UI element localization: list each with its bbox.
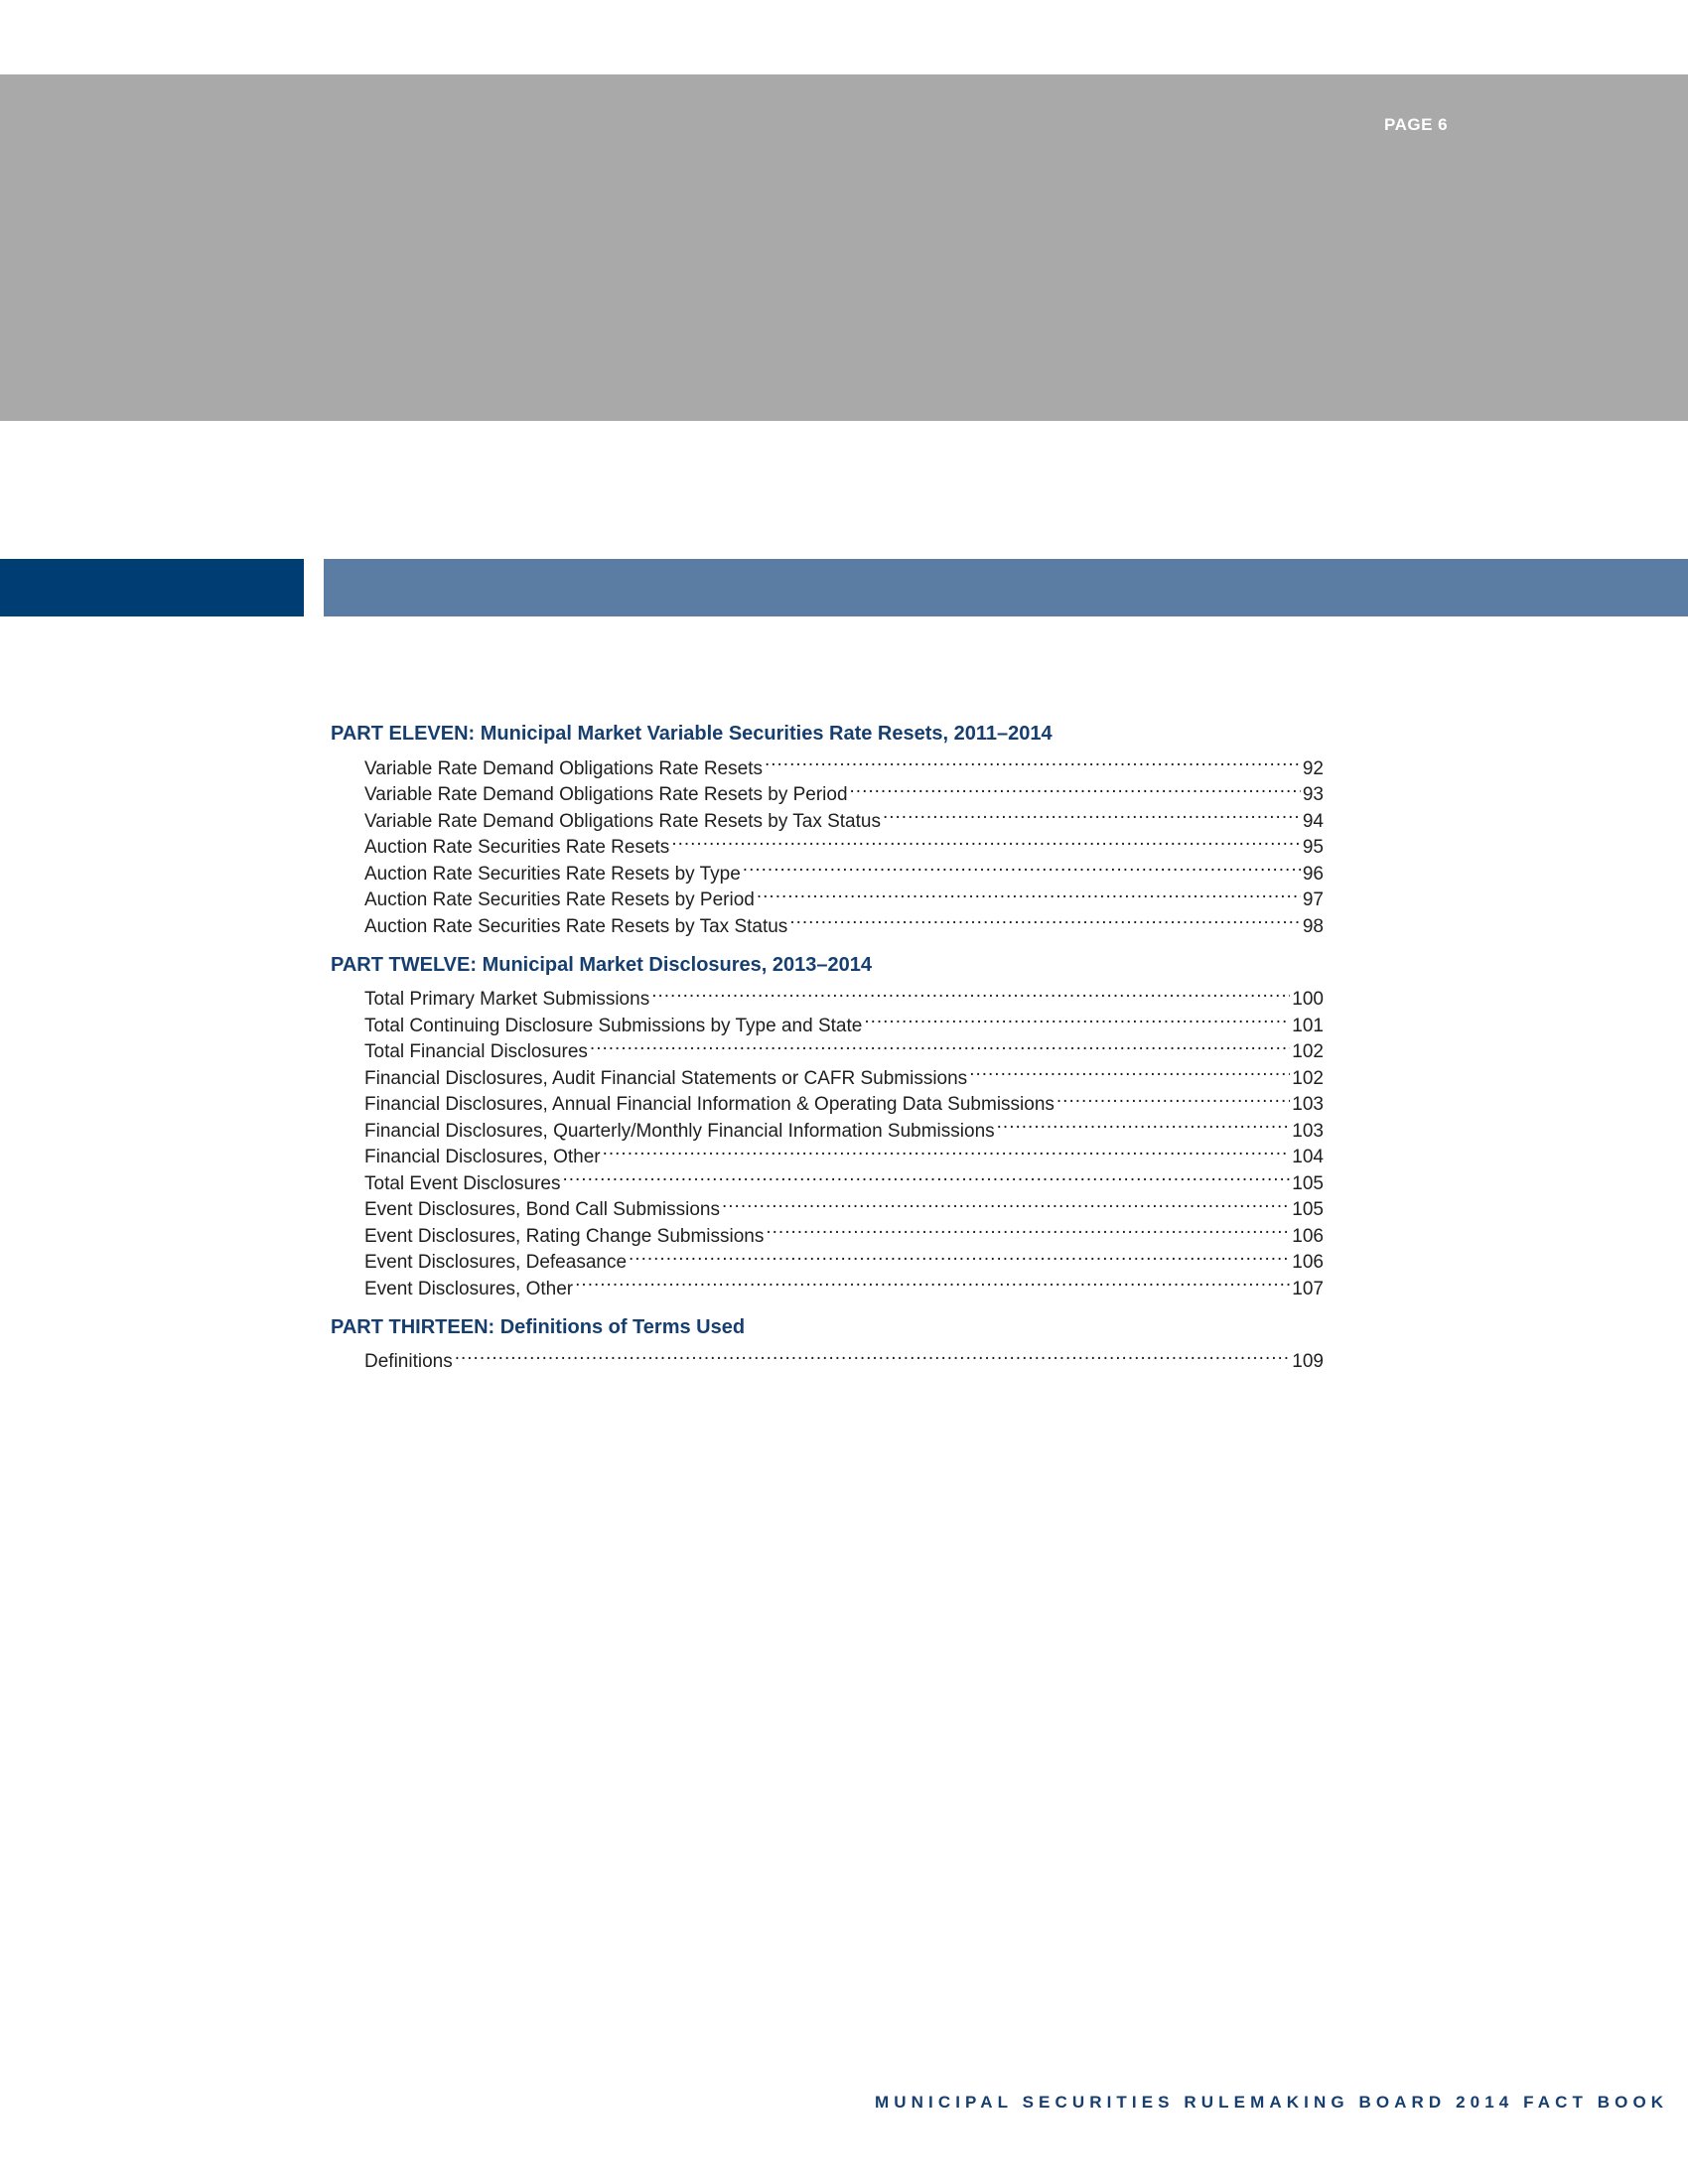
toc-entry-page-number: 98 <box>1302 915 1324 937</box>
toc-entry-page-number: 100 <box>1292 989 1324 1010</box>
dot-leader <box>997 1110 1291 1137</box>
dot-leader <box>969 1057 1290 1084</box>
dot-leader <box>765 748 1301 774</box>
toc-entry-title: Total Event Disclosures <box>364 1172 561 1194</box>
toc-entry-title: Total Continuing Disclosure Submissions by Type and State <box>364 1015 863 1036</box>
dot-leader <box>864 1005 1290 1031</box>
toc-entry-title: Total Primary Market Submissions <box>364 989 650 1010</box>
toc-entry-title: Variable Rate Demand Obligations Rate Resets by Period <box>364 784 848 805</box>
toc-entry-page-number: 109 <box>1292 1351 1324 1372</box>
toc-entry-page-number: 92 <box>1302 757 1324 779</box>
toc-entry-page-number: 106 <box>1292 1225 1324 1247</box>
toc-entry-title: Financial Disclosures, Other <box>364 1147 601 1167</box>
toc-entry-page-number: 97 <box>1302 889 1324 910</box>
toc-part <box>331 721 1324 937</box>
toc-entry-page-number: 102 <box>1292 1067 1324 1089</box>
toc-part <box>331 1314 1324 1372</box>
dot-leader <box>743 853 1301 880</box>
toc-entry-title: Total Financial Disclosures <box>364 1041 588 1062</box>
toc-entry-page-number: 96 <box>1302 863 1324 885</box>
dot-leader <box>757 880 1301 906</box>
dot-leader <box>575 1268 1290 1295</box>
section-bar-dark <box>0 559 304 616</box>
toc-entry-page-number: 106 <box>1292 1252 1324 1273</box>
toc-entry-page-number: 101 <box>1292 1015 1324 1036</box>
part-heading: PART ELEVEN: Municipal Market Variable Securities Rate Resets, 2011–2014 <box>331 723 1053 745</box>
part-heading: PART TWELVE: Municipal Market Disclosures, 2013–2014 <box>331 953 872 976</box>
dot-leader <box>883 800 1301 827</box>
toc-entry-title: Auction Rate Securities Rate Resets by Period <box>364 889 755 910</box>
dot-leader <box>722 1189 1290 1216</box>
dot-leader <box>562 1162 1290 1189</box>
toc-entry-page-number: 103 <box>1292 1094 1324 1115</box>
toc-entry-title: Auction Rate Securities Rate Resets by Tax Status <box>364 915 788 937</box>
dot-leader <box>1056 1084 1290 1111</box>
footer-title: MUNICIPAL SECURITIES RULEMAKING BOARD 2014 FACT BOOK <box>875 2093 1669 2112</box>
toc-entry-page-number: 103 <box>1292 1120 1324 1142</box>
dot-leader <box>629 1242 1290 1269</box>
dot-leader <box>789 905 1301 932</box>
dot-leader <box>603 1137 1291 1163</box>
toc-entry-title: Financial Disclosures, Annual Financial Information & Operating Data Submissions <box>364 1094 1055 1115</box>
toc-entry-title: Auction Rate Securities Rate Resets <box>364 837 670 858</box>
toc-entry-page-number: 105 <box>1292 1172 1324 1194</box>
toc-entry-title: Auction Rate Securities Rate Resets by Type <box>364 863 741 885</box>
table-of-contents <box>331 721 1324 1372</box>
toc-entry[interactable] <box>364 748 1324 779</box>
dot-leader <box>455 1341 1291 1368</box>
dot-leader <box>671 827 1301 854</box>
page-number-label: PAGE 6 <box>1384 115 1449 134</box>
toc-entry-title: Financial Disclosures, Audit Financial Statements or CAFR Submissions <box>364 1067 968 1089</box>
toc-entry[interactable] <box>364 979 1324 1010</box>
toc-part <box>331 952 1324 1299</box>
toc-entry-title: Variable Rate Demand Obligations Rate Resets by Tax Status <box>364 810 881 832</box>
toc-entry-page-number: 104 <box>1292 1147 1324 1167</box>
dot-leader <box>766 1215 1290 1242</box>
dot-leader <box>590 1031 1290 1058</box>
toc-entry-page-number: 95 <box>1302 837 1324 858</box>
toc-entry[interactable] <box>364 1341 1324 1372</box>
toc-entry-page-number: 93 <box>1302 784 1324 805</box>
dot-leader <box>651 979 1290 1006</box>
toc-entry-title: Variable Rate Demand Obligations Rate Resets <box>364 757 763 779</box>
toc-entry-title: Event Disclosures, Defeasance <box>364 1252 628 1273</box>
toc-entry-page-number: 94 <box>1302 810 1324 832</box>
toc-entry-title: Event Disclosures, Rating Change Submissions <box>364 1225 765 1247</box>
toc-entry-page-number: 105 <box>1292 1199 1324 1220</box>
toc-entry-page-number: 107 <box>1292 1278 1324 1299</box>
toc-entry-title: Event Disclosures, Bond Call Submissions <box>364 1199 720 1220</box>
section-bar-light <box>324 559 1688 616</box>
toc-entry-title: Definitions <box>364 1351 453 1372</box>
toc-entry-title: Financial Disclosures, Quarterly/Monthly Financial Information Submissions <box>364 1120 995 1142</box>
part-heading: PART THIRTEEN: Definitions of Terms Used <box>331 1315 746 1338</box>
dot-leader <box>850 774 1301 801</box>
toc-entry-page-number: 102 <box>1292 1041 1324 1062</box>
toc-entry-title: Event Disclosures, Other <box>364 1278 574 1299</box>
